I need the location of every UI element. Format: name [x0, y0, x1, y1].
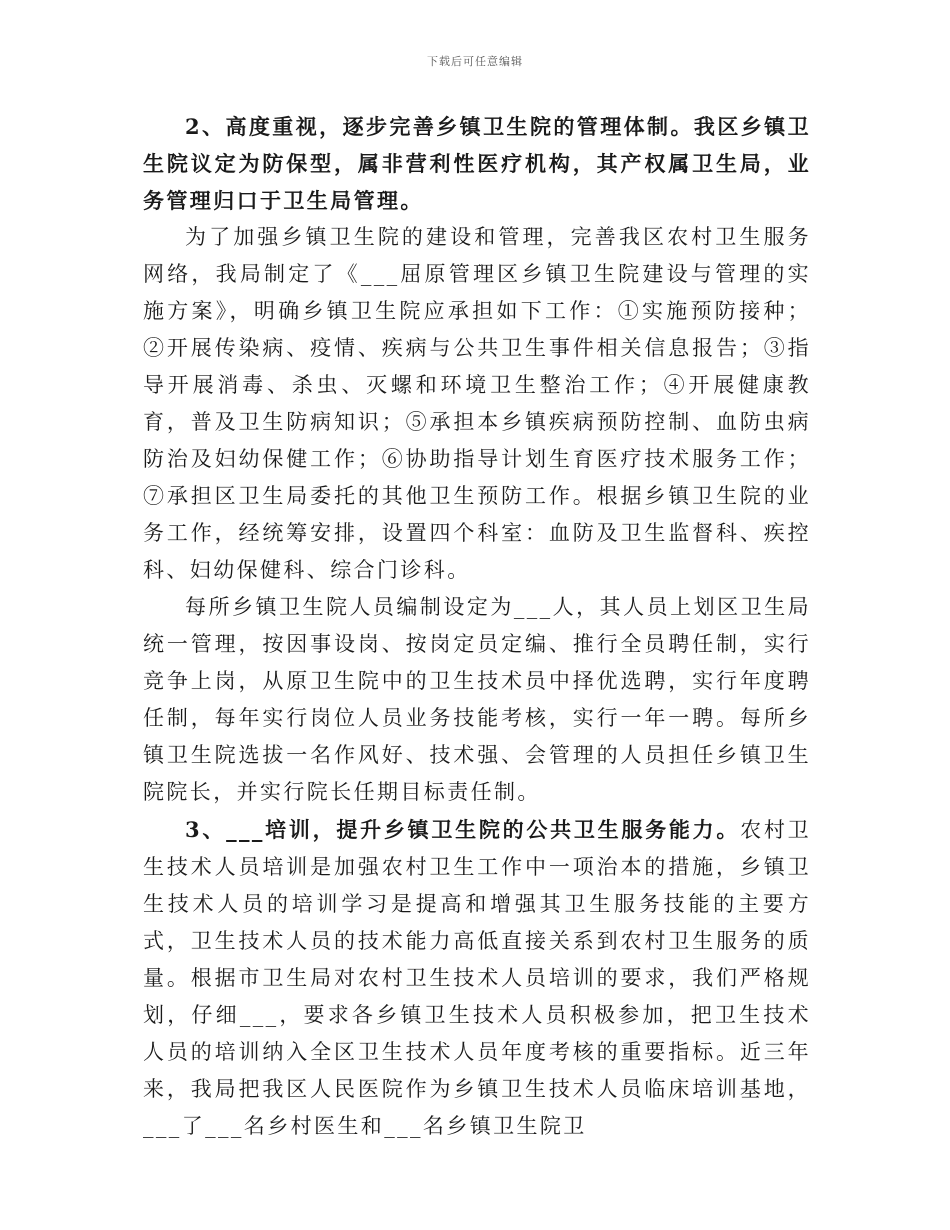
section-3-body: 农村卫生技术人员培训是加强农村卫生工作中一项治本的措施，乡镇卫生技术人员的培训学习是提高和增强其卫生服务技能的主要方式，卫生技术人员的技术能力高低直接关系到农村卫生服务的质量。根据市卫生局对农村卫生技术人员培训的要求，我们严格规划，仔细___，要求各乡镇卫生技术人员积极参加，把卫生技术人员的培训纳入全区卫生技术人员年度考核的重要指标。近三年来，我局把我区人民医院作为乡镇卫生技术人员临床培训基地，___了___名乡村医生和___名乡镇卫生院卫 [143, 818, 811, 1138]
section-3-paragraph [143, 811, 811, 1145]
header-note: 下载后可任意编辑 [427, 55, 523, 68]
document-body [143, 108, 811, 1145]
section-2-heading: 2、高度重视，逐步完善乡镇卫生院的管理体制。我区乡镇卫生院议定为防保型，属非营利性医疗机构，其产权属卫生局，业务管理归口于卫生局管理。 [143, 114, 811, 213]
section-3-heading: 3、___培训，提升乡镇卫生院的公共卫生服务能力。 [185, 817, 741, 842]
paragraph-implementation-plan: 为了加强乡镇卫生院的建设和管理，完善我区农村卫生服务网络，我局制定了《___屈原管理区乡镇卫生院建设与管理的实施方案》，明确乡镇卫生院应承担如下工作：①实施预防接种；②开展传染病、疫情、疾病与公共卫生事件相关信息报告；③指导开展消毒、杀虫、灭螺和环境卫生整治工作；④开展健康教育，普及卫生防病知识；⑤承担本乡镇疾病预防控制、血防虫病防治及妇幼保健工作；⑥协助指导计划生育医疗技术服务工作；⑦承担区卫生局委托的其他卫生预防工作。根据乡镇卫生院的业务工作，经统筹安排，设置四个科室：血防及卫生监督科、疾控科、妇幼保健科、综合门诊科。 [143, 225, 811, 582]
paragraph-staffing: 每所乡镇卫生院人员编制设定为___人，其人员上划区卫生局统一管理，按因事设岗、按岗定员定编、推行全员聘任制，实行竞争上岗，从原卫生院中的卫生技术员中择优选聘，实行年度聘任制，每年实行岗位人员业务技能考核，实行一年一聘。每所乡镇卫生院选拔一名作风好、技术强、会管理的人员担任乡镇卫生院院长，并实行院长任期目标责任制。 [143, 595, 811, 804]
